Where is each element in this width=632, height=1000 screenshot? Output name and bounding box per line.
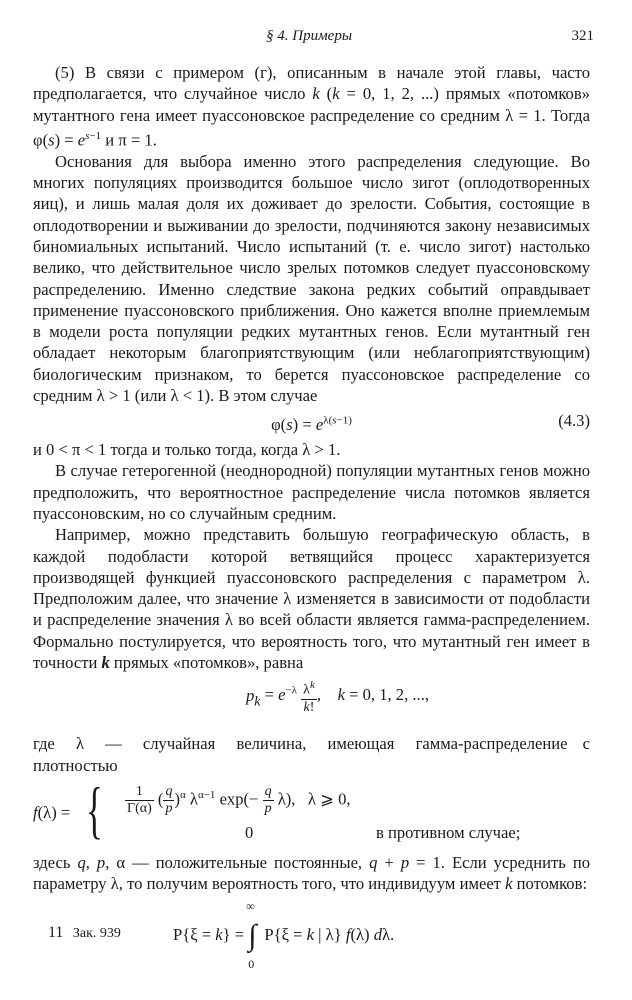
paragraph-after-equation: и 0 < π < 1 тогда и только тогда, когда λ > 1. [33, 440, 341, 460]
equation-pk-formula: $p_k = e^{-\lambda}$ $\frac{\lambda^k}{k!}$ , k = 0, 1, 2, ..., [245, 679, 429, 716]
order-number: Зак. 939 [72, 926, 121, 941]
paragraph-6: здесь q, p, α — положительные постоянные, q + p = 1. Если усреднить по параметру λ, то получим вероятность того, что индивидуум имеет k потомков: [33, 852, 590, 894]
equation-4-3 [33, 410, 590, 435]
integral-sign: ∫ ∞ 0 [246, 898, 257, 971]
equation-4-3-formula: $\varphi(s) = e^{\lambda(s-1)}$ [271, 414, 352, 434]
signature-number: 11 [48, 924, 64, 941]
paragraph-2: Основания для выбора именно этого распределения следующие. Во многих популяциях производится большое число зигот (оплодотворенных яиц), и лишь малая доля их доживает до зрелости. События, состоящие в оплодотворении и выживании до зрелости, подчиняются закону независимых биномиальных испытаний. Число испытаний (т. е. число зигот) настолько велико, что действительное число зрелых потомков следует пуассоновскому распределению. Именно следствие закона редких событий оправдывает применение пуассоновского приближения. Оно кажется вполне приемлемым в модели роста популяции редких мутантных генов. Если мутантный ген обладает некоторым благоприятствующим (или неблагоприятствующим) биологическим признаком, то берется пуассоновское распределение со средним λ > 1 (или λ < 1). В этом случае [33, 151, 590, 405]
paragraph-1: (5) В связи с примером (г), описанным в начале этой главы, часто предполагается, что случайное число k (k = 0, 1, 2, ...) прямых «потомков» мутантного гена имеет пуассоновское распределение со средним λ = 1. Тогда $\varphi(s) = e^{s-1}$ и π = 1. [33, 63, 590, 150]
density-case-1: $\frac{1}{\Gamma(\alpha)}$ ( $\frac{q}{p}$ )$^\alpha$ $\lambda^{\alpha-1}$ exp(− $\frac{q}{p}$ λ), λ ⩾ 0, [127, 783, 351, 816]
paragraph-5: где λ — случайная величина, имеющая гамма-распределение с плотностью [33, 734, 590, 775]
density-equation [33, 773, 590, 846]
equation-number: (4.3) [558, 411, 590, 431]
running-title: § 4. Примеры [266, 28, 352, 44]
running-header [0, 28, 632, 50]
density-case-2-condition: в противном случае; [376, 822, 521, 842]
paragraph-3: В случае гетерогенной (неоднородной) популяции мутантных генов можно предположить, что вероятностное распределение числа потомков является пуассоновским, но со случайным средним. [33, 461, 590, 523]
density-case-2-value: 0 [245, 822, 254, 842]
page-number: 321 [571, 28, 594, 44]
paragraph-4: Например, можно представить большую географическую область, в каждой подобласти которой ветвящийся процесс характеризуется производящей функцией пуассоновского распределения с параметром λ. Предположим далее, что значение λ изменяется в зависимости от подобласти и распределение значения λ во всей области является гамма-распределением. Формально постулируется, что вероятность того, что мутантный ген имеет в точности k прямых «потомков», равна [33, 525, 590, 673]
left-brace: { [86, 773, 103, 845]
equation-pk [33, 677, 590, 729]
printer-signature [48, 924, 121, 942]
density-lhs: f(λ) = [33, 802, 71, 822]
integral-formula: P{ξ = k} = ∫ ∞ 0 P{ξ = k | λ} f(λ) dλ. [173, 898, 395, 971]
body-text [33, 62, 590, 981]
